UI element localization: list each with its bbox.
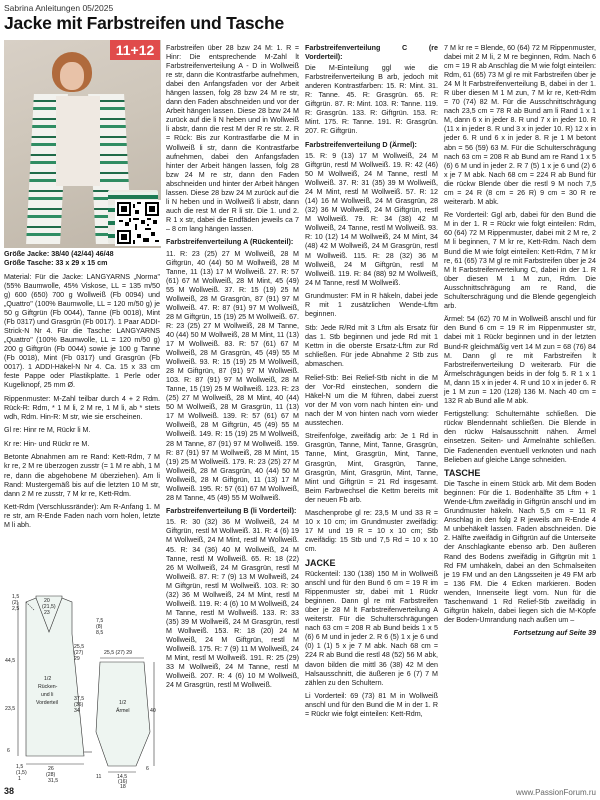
panel-label-2: Rücken- [38, 684, 58, 690]
maschenprobe-text: Maschenprobe gl re: 23,5 M und 33 R = 10 x 10 cm; im Grundmuster zweifädig: 17 M und 19 R = 10 x 10 cm; Stb zweifädig: 15 Stb und 7,5 Rd = 10 x 10 cm. [305, 509, 438, 554]
ruecken-text: Rückenteil: 130 (138) 150 M in Wollweiß anschl und für den Bund 6 cm = 19 R im Rippenmuster str, dabei mit 1 Rückr beginnen. Dann gl re mit Farbstreifen über je 28 M lt Farbstreifenverteilung A weiterstr. Für die Schulterschrägungen nach 63 cm = 208 R ab Bund beids 1 x 5 (6) 6 M und in jeder 2. R 6 (5) 1 x je 6 und (0) 1 (1) 5 x je 7 M abk. Nach 68 cm = 224 R ab Bund die restl 48 (52) 56 M abk, davon bilden die mittl 36 (38) 42 M den Halsausschnitt, die äußeren je 6 (7) 7 M zählen zu den Schultern. [305, 570, 438, 687]
betonte-text: Betonte Abnahmen am re Rand: Kett-Rdm, 7 M kr re, 2 M re überzogen zusstr (= 1 M re abh, 1 M re, dann die abgehobene M überziehen). Am li Rand: Mustergemäß bis auf die letzten 10 M str, dann 2 M re zusstr, 7 M kr re, Kett-Rdm. [4, 453, 160, 498]
re-vorder-text: Re Vorderteil: Ggl arb, dabei für den Bund die M in der 1. R = Rückr wie folgt einteilen: Rdm, 60 (64) 72 M Rippenmuster, dabei mit 2 M re, 2 M li beginnen, 7 M kr re, Kett-Rdm. Nach dem Bund die M wie folgt einteilen: Kett-Rdm, 7 M kr re, 61 (65) 73 M gl re mit Farbstreifen über je 24 M lt Farbstreifenverteilung C, dabei in der 1. R über diesen M 1 M zun, Rdm. Die Ausschnittschrägung am re Rand, die Schulterschrägung und die Blende gegengleich arb. [444, 211, 597, 310]
sleeve-top-dim: 25,5 (27) 29 [104, 650, 132, 656]
sleeve-bot-2: (16) [118, 779, 128, 785]
aermel-text: Ärmel: 54 (62) 70 M in Wollweiß anschl und für den Bund 6 cm = 19 R im Rippenmuster str, dabei mit 1 Rückr beginnen und in der letzten Bund-R gleichmäßig vert 14 M zun = 68 (76) 84 M. Dann gl re mit Farbstreifen lt Farbstreifenverteilung D weiterarb. Für die Ärmelschrägungen beids in der folg 5. R 1 x 1 M, dann 15 x in jeder 4. R und 10 x in jeder 6. R je 1 M zun = 120 (128) 136 M. Nach 40 cm = 132 R ab Bund alle M abk. [444, 315, 596, 405]
size-jacket: Größe Jacke: 38/40 (42/44) 46/48 [4, 250, 114, 258]
column-3 [305, 44, 438, 724]
jacke-heading: JACKE [305, 557, 336, 568]
qr-code-icon[interactable] [115, 200, 161, 246]
column-1 [4, 250, 160, 535]
column-2 [166, 44, 299, 695]
panel-label-3: und li [41, 692, 54, 698]
tasche-heading: TASCHE [444, 468, 481, 479]
section-d-text: 15. R: 9 (13) 17 M Wollweiß, 24 M Giftgrün, restl M Wollweiß. 19. R: 42 (46) 50 M Wollweiß, 24 M Tanne, restl M Wollweiß. 37. R: 31 (35) 39 M Wollweiß, 24 M Mint, restl M Wollweiß. 57. R: 12 (14) 16 M Wollweiß, 24 M Grasgrün, 28 (32) 36 M Wollweiß, 24 M Giftgrün, restl M Wollweiß. 79. R: 34 (38) 42 M Wollweiß, 24 Tanne, restl M Wollweiß. 93. R: 10 (12) 14 M Wollweiß, 24 M Mint, 34 (48) 42 M Wollweiß, 24 M Grasgrün, restl M Wollweiß. 115. R: 28 (32) 36 M Wollweiß, 24 M Giftgrün, restl M Wollweiß. 119. R: 84 (88) 92 M Wollweiß, 24 M Tanne, restl M Wollweiß. [305, 152, 438, 287]
page-title: Jacke mit Farbstreifen und Tasche [4, 13, 284, 33]
section-d-title: Farbstreifenverteilung D (Ärmel): [305, 140, 417, 149]
material-text: Material: Für die Jacke: LANGYARNS „Norma" (55% Baumwolle, 45% Viskose, LL = 135 m/50 g) 600 (650) 700 g Wollweiß (Fb 0094) und „Quattro" (100% Baumwolle, LL = 120 m/50 g) je 50 g Giftgrün (Fb 0044), Tanne (Fb 0018), Mint (Fb 0317) und Grasgrün (Fb 0017). 1 Paar ADDI-Strick-N Nr 4. Für die Tasche: LANGYARNS „Quattro" (100% Baumwolle, LL = 120 m/50 g) 200 g Giftgrün (Fb 0044) sowie je 100 g Tanne (Fb 0018), Mint (Fb 0317) und Grasgrün (Fb 0017). 1 ADDI-Häkel-N Nr 4. Ca. 15 x 33 cm feste Pappe oder Plastikplatte. 1 Perle oder Kugelknopf, 25 mm Ø. [4, 272, 160, 390]
dim-mid-2: (27) [74, 650, 84, 656]
dim-side-3: 8,5 [96, 630, 104, 636]
continuation-note: Fortsetzung auf Seite 39 [513, 629, 596, 638]
dim-top-3: 2,5 [12, 606, 20, 612]
magazine-header: Sabrina Anleitungen 05/2025 [4, 3, 114, 13]
sleeve-bot-1: 14,5 [117, 774, 128, 780]
shirt [56, 96, 100, 186]
sleeve-height: 40 [150, 708, 156, 714]
column-4 [444, 44, 596, 638]
dim-bot-6: 31,5 [48, 778, 59, 784]
rippen-text: Rippenmuster: M-Zahl teilbar durch 4 + 2 Rdm. Rück-R: Rdm, * 1 M li, 2 M re, 1 M li, ab * stets wdh, Rdm. Hin-R: M str, wie sie erscheinen. [4, 394, 160, 421]
sleeve-bot-11: 11 [96, 774, 102, 780]
dim-side-2: (8) [96, 624, 103, 630]
section-a-title: Farbstreifenverteilung A (Rückenteil): [166, 238, 294, 247]
section-a-text: 11. R: 23 (25) 27 M Wollweiß, 28 M Giftgrün, 40 (44) 50 M Wollweiß, 28 M Tanne, 11 (13) 17 M Wollweiß. 27. R: 57 (61) 67 M Wollweiß, 28 M Mint, 45 (49) 55 M Wollweiß. 37. R: 15 (19) 25 M Wollweiß, 28 M Grasgrün, 87 (91) 97 M Wollweiß. 47. R: 87 (91) 97 M Wollweiß, 28 M Giftgrün, 15 (19) 25 M Wollweiß. 67. R: 23 (25) 27 M Wollweiß, 28 M Tanne, 40 (44) 50 M Wollweiß, 28 M Mint, 11 (13) 17 M Wollweiß. 83. R: 57 (61) 67 M Wollweiß, 28 M Grasgrün, 45 (49) 55 M Wollweiß. 93. R: 15 (19) 25 M Wollweiß, 28 M Giftgrün, 87 (91) 97 M Wollweiß. 103. R: 87 (91) 97 M Wollweiß, 28 M Tanne, 15 (19) 25 M Wollweiß. 123. R: 23 (25) 27 M Wollweiß, 28 M Mint, 40 (44) 50 M Wollweiß, 28 M Grasgrün, 11 (13) 17 M Wollweiß. 139. R: 57 (61) 67 M Wollweiß, 28 M Giftgrün, 45 (49) 55 M Wollweiß. 149. R: 15 (19) 25 M Wollweiß, 28 M Tanne, 87 (91) 97 M Wollweiß. 159. R: 87 (91) 97 M Wollweiß, 28 M Mint, 15 (19) 25 M Wollweiß. 179. R: 23 (25) 27 M Wollweiß, 28 M Grasgrün, 40 (44) 50 M Wollweiß, 28 M Giftgrün, 11 (13) 17 M Wollweiß. 195. R: 57 (61) 67 M Wollweiß, 28 M Tanne, 45 (49) 55 M Wollweiß. [166, 249, 299, 502]
col4-p1: 7 M kr re = Blende, 60 (64) 72 M Rippenmuster, dabei mit 2 M li, 2 M re beginnen, Rdm. Nach 6 cm = 19 R ab Anschlag die M wie folgt einteilen: Rdm, 61 (65) 73 M gl re mit Farbstreifen über je 24 M lt Farbstreifenverteilung B, dabei in der 1. R über diesen M 1 M zun, 7 M kr re, Kett-Rdm = 70 (74) 82 M. Für die Ausschnittschrägung nach 23,5 cm = 78 R ab Bund am li Rand 1 x 1 M, dann 6 x in jeder 8. R und 7 x in jeder 10. R (11 x in jeder 8. R und 3 x in jeder 10. R) 12 x in jeder 6. R und 6 x in jeder 8. R je 1 M betont abn = 56 (59) 63 M. Für die Schulterschrägung nach 63 cm = 208 R ab Bund am re Rand 1 x 5 (6) 6 M und in jeder 2. R 7 (5) 1 x je 6 und (2) 6 x je 7 M abk. Nach 68 cm = 224 R ab Bund für die rückw Blende über die restl 9 M noch 7,5 cm = 24 R (8 cm = 26 R) 9 cm = 30 R re weiterarb. M abk. [444, 44, 596, 206]
pattern-number-badge: 11+12 [110, 40, 160, 60]
dim-top-2: (2) [12, 600, 19, 606]
dim-mid-4: 37,5 [74, 696, 85, 702]
page-number: 38 [4, 786, 15, 796]
dim-side-1: 7,5 [96, 618, 104, 624]
sleeve-bot-3: 18 [120, 784, 126, 788]
dim-top-4: 20 [44, 598, 50, 604]
section-c-text: Die M-Einteilung ggl wie die Farbstreifenverteilung B arb, jedoch mit anderen Kontrastfarben: 15. R: Mint. 31. R: Tanne. 45. R: Grasgrün. 65. R: Giftgrün. 87. R: Mint. 103. R: Tanne. 119. R: Grasgrün. 133. R: Giftgrün. 153. R: Mint. 175. R: Tanne. 191. R: Grasgrün. 207. R: Giftgrün. [305, 64, 438, 136]
dim-left-b: 23,5 [5, 706, 16, 712]
dim-mid-6: 34 [74, 708, 80, 714]
kettrdm-text: Kett-Rdm (Verschlussränder): Am R-Anfang 1. M re str, am R-Ende Faden nach vorn holen, letzte M li abh. [4, 503, 160, 530]
section-c-title: Farbstreifenverteilung C (re Vorderteil): [305, 44, 438, 62]
grundmuster-text: Grundmuster: FM in R häkeln, dabei jede R mit 1 zusätzlichen Wende-Lftm beginnen. [305, 292, 438, 319]
sleeve-label-2: Ärmel [116, 708, 130, 714]
panel-label-4: Vorderteil [36, 700, 58, 706]
panel-label-1: 1/2 [44, 676, 52, 682]
dim-bot-4: 26 [48, 766, 54, 772]
dim-mid-1: 25,5 [74, 644, 85, 650]
dim-bot-5: (28) [46, 772, 56, 778]
kr-re-text: Kr re: Hin- und Rückr re M. [4, 439, 90, 448]
dim-bot-2: (1,5) [16, 770, 27, 776]
livorder-text: Li Vorderteil: 69 (73) 81 M in Wollweiß anschl und für den Bund die M in der 1. R = Rückr wie folgt einteilen: Kett-Rdm, [305, 692, 438, 719]
dim-mid-3: 29 [74, 656, 80, 662]
sleeve-bot-6: 6 [146, 766, 149, 772]
site-watermark: www.PassionForum.ru [515, 788, 596, 797]
face [60, 62, 84, 90]
dim-left-height: 44,5 [5, 658, 16, 664]
dim-mid-5: (36) [74, 702, 84, 708]
sleeve-label-1: 1/2 [119, 700, 127, 706]
gl-re-text: Gl re: Hinr re M, Rückr li M. [4, 426, 91, 435]
dim-top-5: (21,5) [42, 604, 56, 610]
size-bag: Größe Tasche: 33 x 29 x 15 cm [4, 259, 108, 268]
section-b-text: 15. R: 30 (32) 36 M Wollweiß, 24 M Giftgrün, restl M Wollweiß. 31. R: 4 (6) 19 M Wollweiß, 24 M Mint, restl M Wollweiß. 45. R: 34 (36) 40 M Wollweiß, 24 M Tanne, restl M Wollweiß. 65. R: 18 (22) 26 M Wollweiß, 24 M Grasgrün, restl M Wollweiß. 87. R: 7 (9) 13 M Wollweiß, 24 M Giftgrün, restl M Wollweiß. 103. R: 30 (32) 36 M Wollweiß, 24 M Mint, restl M Wollweiß. 119. R: 4 (6) 10 M Wollweiß, 24 M Tanne, restl M Wollweiß. 133. R: 33 (35) 39 M Wollweiß, 24 M Grasgrün, restl M Wollweiß. 153. R: 18 (20) 24 M Wollweiß, 24 M Giftgrün, restl M Wollweiß. 175. R: 7 (9) 11 M Wollweiß, 24 M Mint, restl M Wollweiß. 191. R: 25 (29) 33 M Wollweiß, 24 M Tanne, restl M Wollweiß. 207. R: 4 (6) 10 M Wollweiß, 24 M Grasgrün, restl M Wollweiß. [166, 518, 299, 690]
farbstreifen-intro: Farbstreifen über 28 bzw 24 M: 1. R = Hinr: Die entsprechende M-Zahl lt Farbstreifenverteilung A - D in Wollweiß re str, dann die Kontrastfarbe aufnehmen, dabei den Anfangsfaden vor der Arbeit hängen lassen, folg 28 bzw 24 M re str, dann den Faden abschneiden und vor der Arbeit hängen lassen. Diese 28 bzw 24 M zurück auf die li N heben und in Wollweiß li abstr, dann die rest M der R re str. 2. R = Rück: Bis zur Kontrastfarbe die M in Wollweiß li str, dann die Kontrastfarbe aufnehmen, dabei den Anfangsfaden hinter der Arbeit hängen lassen, folg 28 bzw 24 M re str, dann den Faden abschneiden und hinter der Arbeit hängen lassen. Diese 28 bzw 24 M zurück auf die li N heben und in Wollweiß li abstr, dann auch die rest M der R li str. Die 1. und 2. R 1 x str, dabei die Endfäden jeweils ca 7 – 8 cm lang hängen lassen. [166, 44, 299, 233]
dim-bot-3: 1 [18, 776, 21, 782]
fertig-text: Fertigstellung: Schulternähte schließen. Die rückw Blendennaht schließen. Die Blende in den rückw Halsausschnitt nähen. Ärmel einsetzen. Seiten- und Ärmelnähte schließen. Die Fadenenden eventuell verknoten und nach Belieben auf gleiche Länge schneiden. [444, 410, 596, 464]
schematic-diagram [4, 592, 160, 788]
stb-text: Stb: Jede R/Rd mit 3 Lftm als Ersatz für das 1. Stb beginnen und jede Rd mit 1 Kettm in die oberste Ersatz-Lftm zur Rd schließen. Für jede Abnahme 2 Stb zus abmaschen. [305, 323, 438, 369]
streifenfolge-text: Streifenfolge, zweifädig arb: Je 1 Rd in Grasgrün, Tanne, Mint, Tanne, Grasgrün, Tanne, Mint, Grasgrün, Mint, Tanne, Grasgrün, Mint, Grasgrün, Tanne, Grasgrün, Mint, Grasgrün, Mint, Tanne, Mint und Giftgrün = 21 Rd insgesamt. Beim Farbwechsel die Kettm bereits mit der neuen Fb arb. [305, 432, 438, 504]
tasche-text: Die Tasche in einem Stück arb. Mit dem Boden beginnen: Für die 1. Bodenhälfte 35 Lftm + 1 Wende-Lftm zweifädig in Giftgrün anschl und im Grundmuster häkeln. Nach 5,5 cm = 11 R Anschlag in den folg 2 R jeweils am R-Ende 4 M unbehäkelt lassen. Faden abschneiden. Die 2. Hälfte zweifädig in Giftgrün auf die Unterseite der Anschlagkante ebenso arb. Den äußeren Rand des Bodens zweifädig in Giftgrün mit 1 Rd FM umhäkeln, dabei an den Schmalseiten je 19 FM und an den Längsseiten je 49 FM arb = 136 FM. Die 4 Ecken markieren. Boden wenden, Innenseite liegt vorn. Nun für die Taschenwand 1 Rd Relief-Stb zweifädig in Giftgrün häkeln, dabei liegen sich die M-Köpfe der Boden-Umrandung nach außen um – [444, 480, 596, 624]
dim-left-c: 6 [7, 748, 10, 754]
dim-top-6: 23 [44, 610, 50, 616]
section-b-title: Farbstreifenverteilung B (li Vorderteil): [166, 507, 297, 516]
relief-text: Relief-Stb: Bei Relief-Stb nicht in die M der Vor-Rd einstechen, sondern die Häkel-N um die M führen, dabei zuerst vor der M von vorn nach hinten ein- und nach der M von hinten nach vorn wieder ausstechen. [305, 373, 438, 427]
dim-bot-1: 1,5 [16, 764, 24, 770]
dim-top-1: 1,5 [12, 594, 20, 600]
